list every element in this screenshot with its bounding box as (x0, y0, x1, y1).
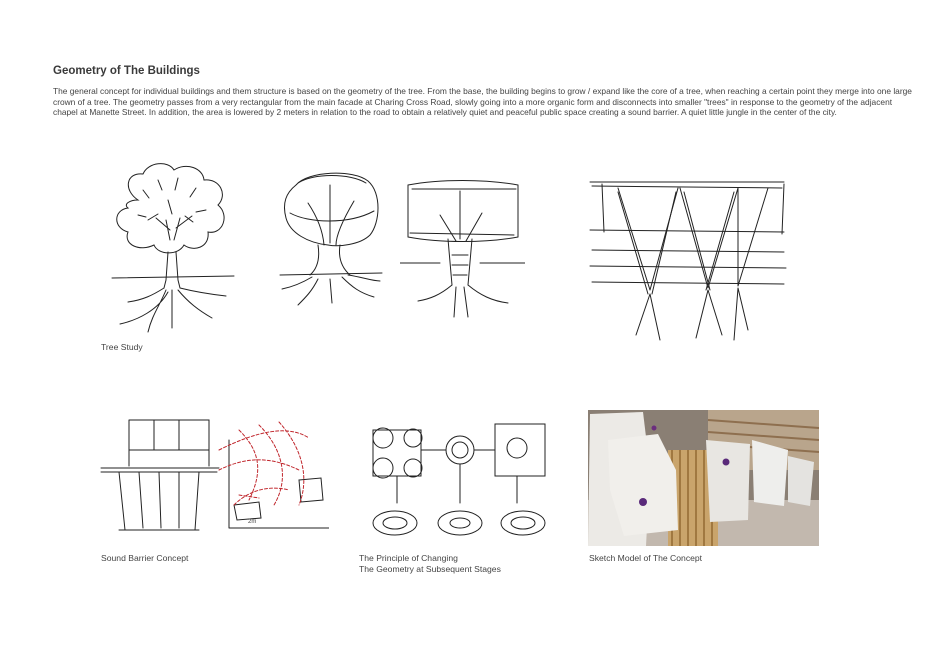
caption-principle-line1: The Principle of Changing (359, 553, 458, 563)
principle-sketch (355, 418, 555, 543)
page-title: Geometry of The Buildings (53, 65, 200, 77)
caption-sound-barrier: Sound Barrier Concept (101, 553, 189, 563)
concept-paragraph: The general concept for individual buildings and them structure is based on the geometry of the tree. From the base, the building begins to grow / expand like the core of a tree, when reaching a certain point they merge into one large crown of a tree. The geometry passes from a very rectangular from the main facade at Charing Cross Road, slowly going into a more organic form and disconnects into smaller "trees" in response to the geometry of the adjacent chapel at Manette Street. In addition, the area is lowered by 2 meters in relation to the road to obtain a relatively quiet and peaceful public space creating a sound barrier. A quiet little jungle in the center of the city. (53, 86, 912, 118)
sound-barrier-sketch (99, 410, 329, 540)
sketch-annotation: 2m (248, 519, 257, 525)
tree-sketch-geometry (588, 170, 788, 345)
caption-principle-line2: The Geometry at Subsequent Stages (359, 564, 501, 574)
tree-sketch-crown (278, 163, 383, 308)
tree-sketch-natural (108, 160, 238, 335)
tree-sketch-box (400, 165, 525, 320)
caption-tree-study: Tree Study (101, 342, 143, 352)
caption-sketch-model: Sketch Model of The Concept (589, 553, 703, 563)
sketch-model-photo (588, 410, 819, 546)
